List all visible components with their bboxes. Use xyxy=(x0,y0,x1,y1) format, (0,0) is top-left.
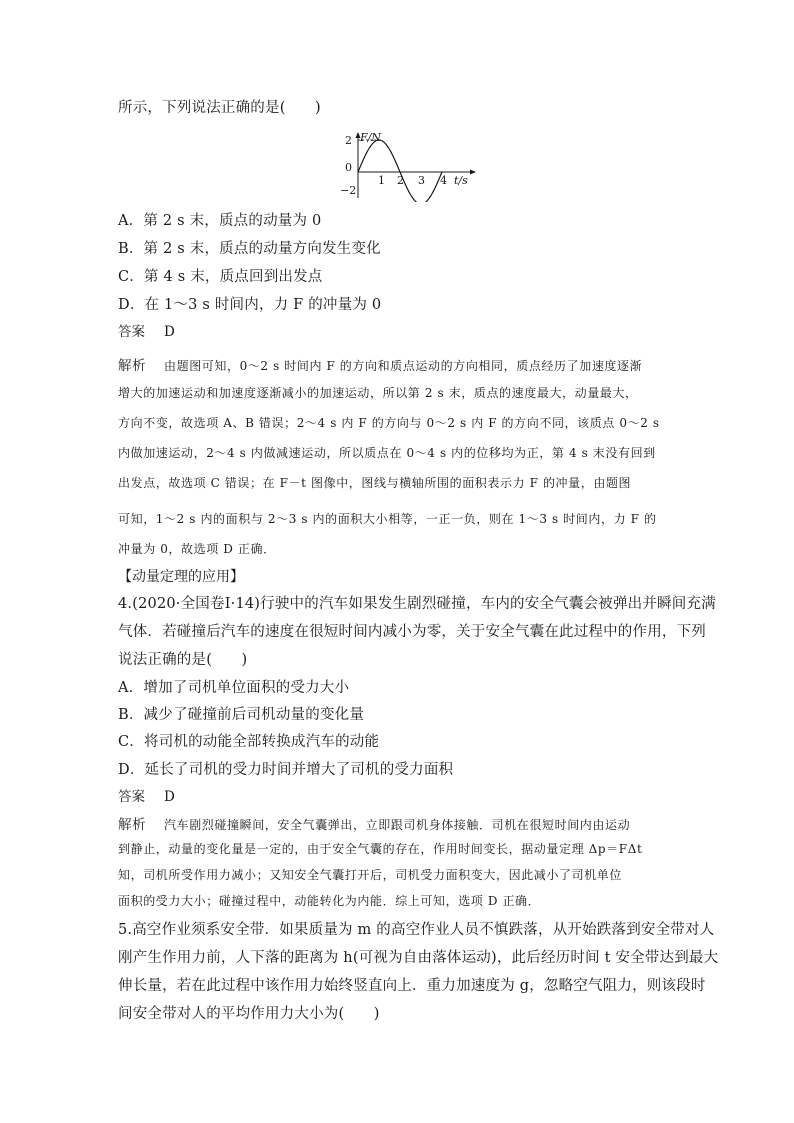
q4-explanation-label: 解析 xyxy=(118,817,147,833)
q4-stem-line-3: 说法正确的是( ) xyxy=(118,652,248,668)
q3-explanation-text-1: 由题图可知，0～2 s 时间内 F 的方向和质点运动的方向相同，质点经历了加速度逐渐 xyxy=(164,359,643,373)
q3-explanation-line-3: 方向不变，故选项 A、B 错误；2～4 s 内 F 的方向与 0～2 s 内 F 的方向不同，该质点 0～2 s xyxy=(118,416,660,430)
q4-answer-value: D xyxy=(164,789,175,805)
q5-stem-line-3: 伸长量，若在此过程中该作用力始终竖直向上．重力加速度为 g，忽略空气阻力，则该段时 xyxy=(118,978,706,994)
q4-explanation-line-4: 面积的受力大小；碰撞过程中，动能转化为内能．综上可知，选项 D 正确． xyxy=(118,894,541,908)
q3-explanation-line-2: 增大的加速运动和加速度逐渐减小的加速运动，所以第 2 s 末，质点的速度最大，动量最大， xyxy=(118,386,638,400)
q4-option-d: D．延长了司机的受力时间并增大了司机的受力面积 xyxy=(118,762,454,778)
force-curve xyxy=(358,140,442,202)
q3-explanation-line-5: 出发点，故选项 C 错误；在 F－t 图像中，图线与横轴所围的面积表示力 F 的冲量，由题图 xyxy=(118,476,632,490)
q3-option-a: A．第 2 s 末，质点的动量为 0 xyxy=(118,213,322,229)
q3-answer-value: D xyxy=(164,324,175,340)
q5-stem-line-1: 5.高空作业须系安全带．如果质量为 m 的高空作业人员不慎跌落，从开始跌落到安全带对人 xyxy=(118,922,715,938)
q4-option-c: C．将司机的动能全部转换成汽车的动能 xyxy=(118,734,380,750)
q3-explanation-label: 解析 xyxy=(118,358,147,374)
q3-answer xyxy=(118,320,175,340)
f-t-graph-svg xyxy=(336,130,486,202)
q4-answer-label: 答案 xyxy=(118,789,145,805)
q3-explanation-line-1 xyxy=(118,354,642,374)
q3-stem-tail: 所示，下列说法正确的是( ) xyxy=(118,100,321,116)
x-tick-1: 1 xyxy=(378,174,385,187)
y-axis-label: F/N xyxy=(360,131,381,144)
q3-explanation-line-6: 可知，1～2 s 内的面积与 2～3 s 内的面积大小相等，一正一负，则在 1～3 s 时间内，力 F 的 xyxy=(118,512,657,526)
q5-stem-line-2: 刚产生作用力前，人下落的距离为 h(可视为自由落体运动)，此后经历时间 t 安全带达到最大 xyxy=(118,950,719,966)
q4-explanation-line-1 xyxy=(118,813,630,833)
x-axis-arrow xyxy=(470,170,476,175)
x-axis-label: t/s xyxy=(454,174,468,187)
q4-stem-line-1: 4.(2020·全国卷Ⅰ·14)行驶中的汽车如果发生剧烈碰撞，车内的安全气囊会被弹出并瞬间充满 xyxy=(118,596,716,612)
q3-explanation-line-7: 冲量为 0，故选项 D 正确． xyxy=(118,542,276,556)
q3-answer-label: 答案 xyxy=(118,324,145,340)
section-title: 【动量定理的应用】 xyxy=(118,569,244,585)
q3-explanation-line-4: 内做加速运动，2～4 s 内做减速运动，所以质点在 0～4 s 内的位移均为正，第 4 s 末没有回到 xyxy=(118,446,656,460)
q4-explanation-text-1: 汽车剧烈碰撞瞬间，安全气囊弹出，立即跟司机身体接触．司机在很短时间内由运动 xyxy=(164,818,631,832)
q4-explanation-line-3: 知，司机所受作用力减小；又知安全气囊打开后，司机受力面积变大，因此减小了司机单位 xyxy=(118,868,623,882)
x-tick-3: 3 xyxy=(418,174,425,187)
x-tick-4: 4 xyxy=(440,174,447,187)
y-tick-2: 2 xyxy=(345,134,352,147)
q3-option-c: C．第 4 s 末，质点回到出发点 xyxy=(118,269,323,285)
x-tick-2: 2 xyxy=(397,174,404,187)
q5-stem-line-4: 间安全带对人的平均作用力大小为( ) xyxy=(118,1006,380,1022)
q4-stem-line-2: 气体．若碰撞后汽车的速度在很短时间内减小为零，关于安全气囊在此过程中的作用，下列 xyxy=(118,624,706,640)
q4-option-a: A．增加了司机单位面积的受力大小 xyxy=(118,680,350,696)
f-t-graph xyxy=(336,130,486,202)
q3-option-b: B．第 2 s 末，质点的动量方向发生变化 xyxy=(118,241,381,257)
q3-option-d: D．在 1～3 s 时间内，力 F 的冲量为 0 xyxy=(118,297,382,313)
q4-option-b: B．减少了碰撞前后司机动量的变化量 xyxy=(118,707,365,723)
y-tick-0: 0 xyxy=(345,161,352,174)
q4-explanation-line-2: 到静止，动量的变化量是一定的，由于安全气囊的存在，作用时间变长，据动量定理 Δp＝FΔt xyxy=(118,842,643,856)
q4-answer xyxy=(118,785,175,805)
y-tick-neg2: −2 xyxy=(340,184,357,197)
